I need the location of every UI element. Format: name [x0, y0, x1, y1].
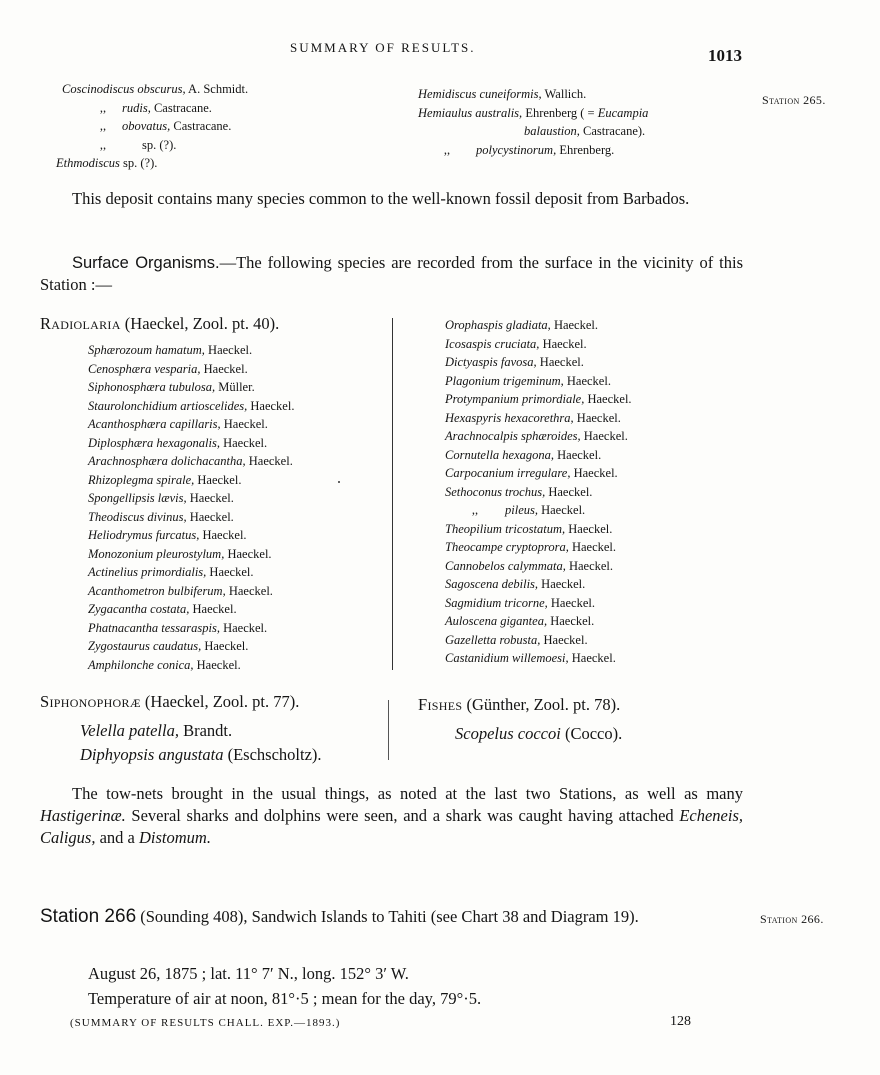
species-authority: Wallich. — [541, 87, 587, 101]
species-authority: Haeckel. — [219, 620, 268, 635]
species-authority: Haeckel. — [554, 447, 602, 462]
species-name: rudis, — [122, 100, 151, 115]
station-266-heading — [40, 905, 745, 928]
species-authority: Haeckel. — [224, 546, 272, 561]
species-authority: Haeckel. — [565, 558, 614, 573]
species-name: Cannobelos calymmata, — [445, 558, 566, 573]
radiolaria-list-left — [88, 341, 388, 674]
species-name: Castanidium willemoesi, — [445, 651, 569, 665]
radiolaria-item — [88, 397, 388, 416]
species-authority: Haeckel. — [547, 595, 595, 610]
species-name: Theopilium tricostatum, — [445, 521, 566, 536]
ditto-mark: ,, — [99, 100, 107, 115]
species-authority: Haeckel. — [545, 484, 593, 499]
species-name: Heliodrymus furcatus, — [88, 528, 200, 542]
species-authority: Haeckel. — [540, 632, 588, 647]
species-authority: Haeckel. — [186, 491, 234, 505]
margin-note-station-265: Station 265. — [762, 93, 826, 107]
species-name: Protympanium primordiale, — [445, 392, 585, 406]
radiolaria-item — [445, 557, 765, 576]
species-name: Amphilonche conica, — [88, 657, 194, 672]
station-266-temperature: Temperature of air at noon, 81°·5 ; mean for the day, 79°·5. — [88, 989, 482, 1008]
radiolaria-item — [445, 575, 765, 594]
species-name: Gazelletta robusta, — [445, 632, 541, 647]
species-authority: Ehrenberg ( = — [522, 105, 598, 120]
species-authority: Haeckel. — [199, 528, 247, 542]
species-authority: (Cocco). — [560, 724, 623, 743]
species-authority: Haeckel. — [584, 392, 632, 406]
surface-organisms-heading: Surface Organisms. — [72, 254, 220, 272]
radiolaria-item — [88, 378, 388, 397]
species-name: Scopelus coccoi — [455, 724, 561, 743]
surface-organisms-paragraph — [40, 252, 743, 296]
diatom-row — [62, 99, 362, 118]
species-name: Ethmodiscus — [56, 156, 120, 170]
species-authority: Castracane). — [579, 124, 646, 138]
siphonophorae-ref: (Haeckel, Zool. pt. 77). — [140, 692, 300, 711]
species-name: Arachnocalpis sphæroides, — [445, 429, 581, 443]
p3-italic-3: Caligus, — [40, 828, 96, 847]
siphonophorae-list — [80, 719, 322, 767]
species-name: polycystinorum, — [476, 142, 557, 157]
species-authority: Haeckel. — [550, 318, 599, 332]
radiolaria-item — [88, 637, 388, 656]
species-name: Hexaspyris hexacorethra, — [445, 410, 574, 425]
column-divider — [392, 318, 393, 670]
radiolaria-item — [445, 335, 765, 354]
radiolaria-item — [445, 409, 765, 428]
species-authority: Haeckel. — [219, 435, 268, 450]
p3-italic-4: Distomum. — [139, 828, 211, 847]
radiolaria-item — [88, 526, 388, 545]
species-name: Rhizoplegma spirale, — [88, 472, 195, 487]
fishes-heading — [418, 695, 620, 715]
radiolaria-name: Radiolaria — [40, 314, 121, 333]
species-name: Staurolonchidium artioscelides, — [88, 398, 248, 413]
species-name: Auloscena gigantea, — [445, 614, 548, 628]
species-name: Theocampe cryptoprora, — [445, 540, 569, 554]
radiolaria-item — [88, 656, 388, 675]
species-authority: Haeckel. — [547, 614, 595, 628]
diatom-row — [62, 117, 362, 136]
species-authority: Haeckel. — [563, 373, 611, 388]
species-authority: Castracane. — [150, 100, 212, 115]
radiolaria-item — [445, 372, 765, 391]
species-name: Sagoscena debilis, — [445, 577, 539, 591]
species-name: Arachnosphæra dolichacantha, — [88, 454, 246, 468]
radiolaria-item — [445, 316, 765, 335]
species-authority: Haeckel. — [193, 657, 241, 672]
species-authority: Haeckel. — [194, 472, 242, 487]
species-name: Hemiaulus australis, — [418, 105, 523, 120]
species-name: Acanthometron bulbiferum, — [88, 583, 226, 598]
radiolaria-item — [445, 446, 765, 465]
radiolaria-item — [445, 483, 765, 502]
deposit-paragraph: This deposit contains many species common to the well-known fossil deposit from Barbados. — [72, 189, 690, 208]
species-name: Phatnacantha tessaraspis, — [88, 620, 220, 635]
species-authority: Haeckel. — [201, 639, 249, 653]
species-authority: Haeckel. — [539, 336, 587, 351]
station-266-description: (Sounding 408), Sandwich Islands to Tahiti (see Chart 38 and Diagram 19). — [136, 907, 639, 926]
species-authority: Haeckel. — [200, 361, 248, 376]
diatom-row — [62, 136, 362, 155]
diatom-row — [56, 154, 362, 173]
diatom-list-left — [56, 80, 362, 173]
species-name: Cornutella hexagona, — [445, 447, 555, 462]
ditto-mark: ,, — [99, 137, 107, 152]
species-name: Diphyopsis angustata — [80, 745, 224, 764]
radiolaria-heading — [40, 314, 279, 334]
ditto-mark: ,, — [471, 503, 479, 517]
species-name: Spongellipsis lævis, — [88, 491, 187, 505]
species-synonym: Eucampia — [597, 105, 649, 120]
radiolaria-item — [88, 341, 388, 360]
species-authority: Haeckel. — [568, 540, 617, 554]
radiolaria-item — [88, 415, 388, 434]
surface-organisms-text: —The following species are recorded from the surface in the vicinity of this Station :— — [40, 253, 743, 294]
radiolaria-item — [88, 489, 388, 508]
species-authority: (Eschscholtz). — [223, 745, 322, 764]
column-divider-lower — [388, 700, 389, 760]
radiolaria-item — [445, 390, 765, 409]
species-authority: Haeckel. — [536, 355, 584, 369]
p3-italic-2: Echeneis, — [679, 806, 743, 825]
fishes-name: Fishes — [418, 695, 463, 714]
diatom-row — [62, 80, 362, 99]
species-name: Plagonium trigeminum, — [445, 373, 564, 388]
species-authority: Haeckel. — [225, 583, 273, 598]
species-name: Zygacantha costata, — [88, 602, 190, 616]
siphonophorae-name: Siphonophoræ — [40, 692, 141, 711]
species-authority: Castracane. — [170, 119, 232, 133]
siphonophorae-heading — [40, 692, 299, 712]
radiolaria-item — [445, 427, 765, 446]
station-266-name: Station 266 — [40, 906, 137, 927]
radiolaria-item — [88, 360, 388, 379]
species-name: Actinelius primordialis, — [88, 565, 207, 579]
siphonophorae-item — [80, 743, 322, 767]
siphonophorae-item — [80, 719, 322, 743]
tow-nets-paragraph — [40, 783, 743, 849]
species-name: Sagmidium tricorne, — [445, 595, 548, 610]
radiolaria-item — [445, 631, 765, 650]
p3-text-1: The tow-nets brought in the usual things, as noted at the last two Stations, as well as many — [72, 784, 743, 803]
footer-signature: (SUMMARY OF RESULTS CHALL. EXP.—1893.) — [70, 1017, 341, 1029]
species-name: Diplosphæra hexagonalis, — [88, 435, 220, 450]
species-name: Theodiscus divinus, — [88, 509, 187, 524]
diatom-row — [418, 104, 758, 123]
fishes-ref: (Günther, Zool. pt. 78). — [462, 695, 621, 714]
footer-signature-number: 128 — [670, 1014, 691, 1029]
p3-italic-1: Hastigerinæ. — [40, 806, 126, 825]
radiolaria-item — [88, 600, 388, 619]
diatom-row — [418, 85, 758, 104]
species-name: Acanthosphæra capillaris, — [88, 417, 221, 431]
radiolaria-item — [445, 501, 765, 520]
species-authority: Haeckel. — [538, 577, 586, 591]
species-authority: Haeckel. — [537, 503, 586, 517]
station-266-date-position: August 26, 1875 ; lat. 11° 7′ N., long. 152° 3′ W. — [88, 964, 409, 983]
print-speck — [338, 481, 340, 483]
species-authority: Haeckel. — [204, 343, 253, 357]
species-authority: Haeckel. — [245, 454, 293, 468]
radiolaria-item — [88, 434, 388, 453]
margin-note-station-266: Station 266. — [760, 912, 824, 926]
species-name: Cenosphæra vesparia, — [88, 361, 201, 376]
species-name: Hemidiscus cuneiformis, — [418, 87, 542, 101]
species-authority: Haeckel. — [565, 521, 613, 536]
p3-text-4: and a — [95, 828, 140, 847]
radiolaria-item — [445, 353, 765, 372]
species-authority: Haeckel. — [220, 417, 268, 431]
radiolaria-item — [88, 452, 388, 471]
radiolaria-item — [88, 508, 388, 527]
species-name: Siphonosphæra tubulosa, — [88, 380, 216, 394]
species-name: Carpocanium irregulare, — [445, 466, 571, 480]
species-authority: Haeckel. — [580, 429, 628, 443]
page-number: 1013 — [708, 46, 742, 65]
species-name: Coscinodiscus obscurus, — [62, 82, 186, 96]
species-authority: Haeckel. — [570, 466, 618, 480]
radiolaria-item — [445, 594, 765, 613]
species-authority: Ehrenberg. — [556, 142, 615, 157]
radiolaria-item — [88, 619, 388, 638]
species-name: obovatus, — [122, 119, 171, 133]
radiolaria-item — [88, 582, 388, 601]
radiolaria-item — [445, 520, 765, 539]
radiolaria-item — [445, 612, 765, 631]
running-header-title: SUMMARY OF RESULTS. — [290, 40, 476, 55]
species-name: Zygostaurus caudatus, — [88, 639, 202, 653]
species-name: Sphærozoum hamatum, — [88, 343, 205, 357]
p3-text-2: Several sharks and dolphins were seen, and a shark was caught having attached — [125, 806, 680, 825]
species-name: balaustion, — [524, 124, 580, 138]
radiolaria-item — [88, 471, 388, 490]
species-name: Icosaspis cruciata, — [445, 336, 540, 351]
radiolaria-item — [445, 538, 765, 557]
species-authority: sp. (?). — [142, 137, 177, 152]
species-authority: sp. (?). — [119, 156, 158, 170]
radiolaria-item — [445, 464, 765, 483]
species-authority: A. Schmidt. — [185, 82, 249, 96]
diatom-row — [524, 122, 758, 141]
species-authority: Haeckel. — [186, 509, 234, 524]
species-name: Velella patella, — [80, 721, 179, 740]
radiolaria-item — [445, 649, 765, 668]
species-authority: Haeckel. — [568, 651, 616, 665]
radiolaria-ref: (Haeckel, Zool. pt. 40). — [120, 314, 280, 333]
species-authority: Haeckel. — [206, 565, 254, 579]
diatom-row — [418, 141, 758, 160]
radiolaria-list-right — [445, 316, 765, 668]
species-authority: Haeckel. — [573, 410, 621, 425]
radiolaria-item — [88, 545, 388, 564]
species-authority: Brandt. — [178, 721, 233, 740]
species-authority: Müller. — [215, 380, 255, 394]
species-authority: Haeckel. — [247, 398, 295, 413]
radiolaria-item — [88, 563, 388, 582]
diatom-list-right — [418, 85, 758, 159]
fishes-item — [455, 722, 622, 746]
species-authority: Haeckel. — [189, 602, 237, 616]
ditto-mark: ,, — [443, 142, 451, 157]
species-name: Dictyaspis favosa, — [445, 355, 537, 369]
fishes-list — [455, 722, 622, 746]
species-name: Sethoconus trochus, — [445, 484, 546, 499]
species-name: pileus, — [505, 503, 538, 517]
species-name: Orophaspis gladiata, — [445, 318, 551, 332]
species-name: Monozonium pleurostylum, — [88, 546, 225, 561]
ditto-mark: ,, — [99, 119, 107, 133]
